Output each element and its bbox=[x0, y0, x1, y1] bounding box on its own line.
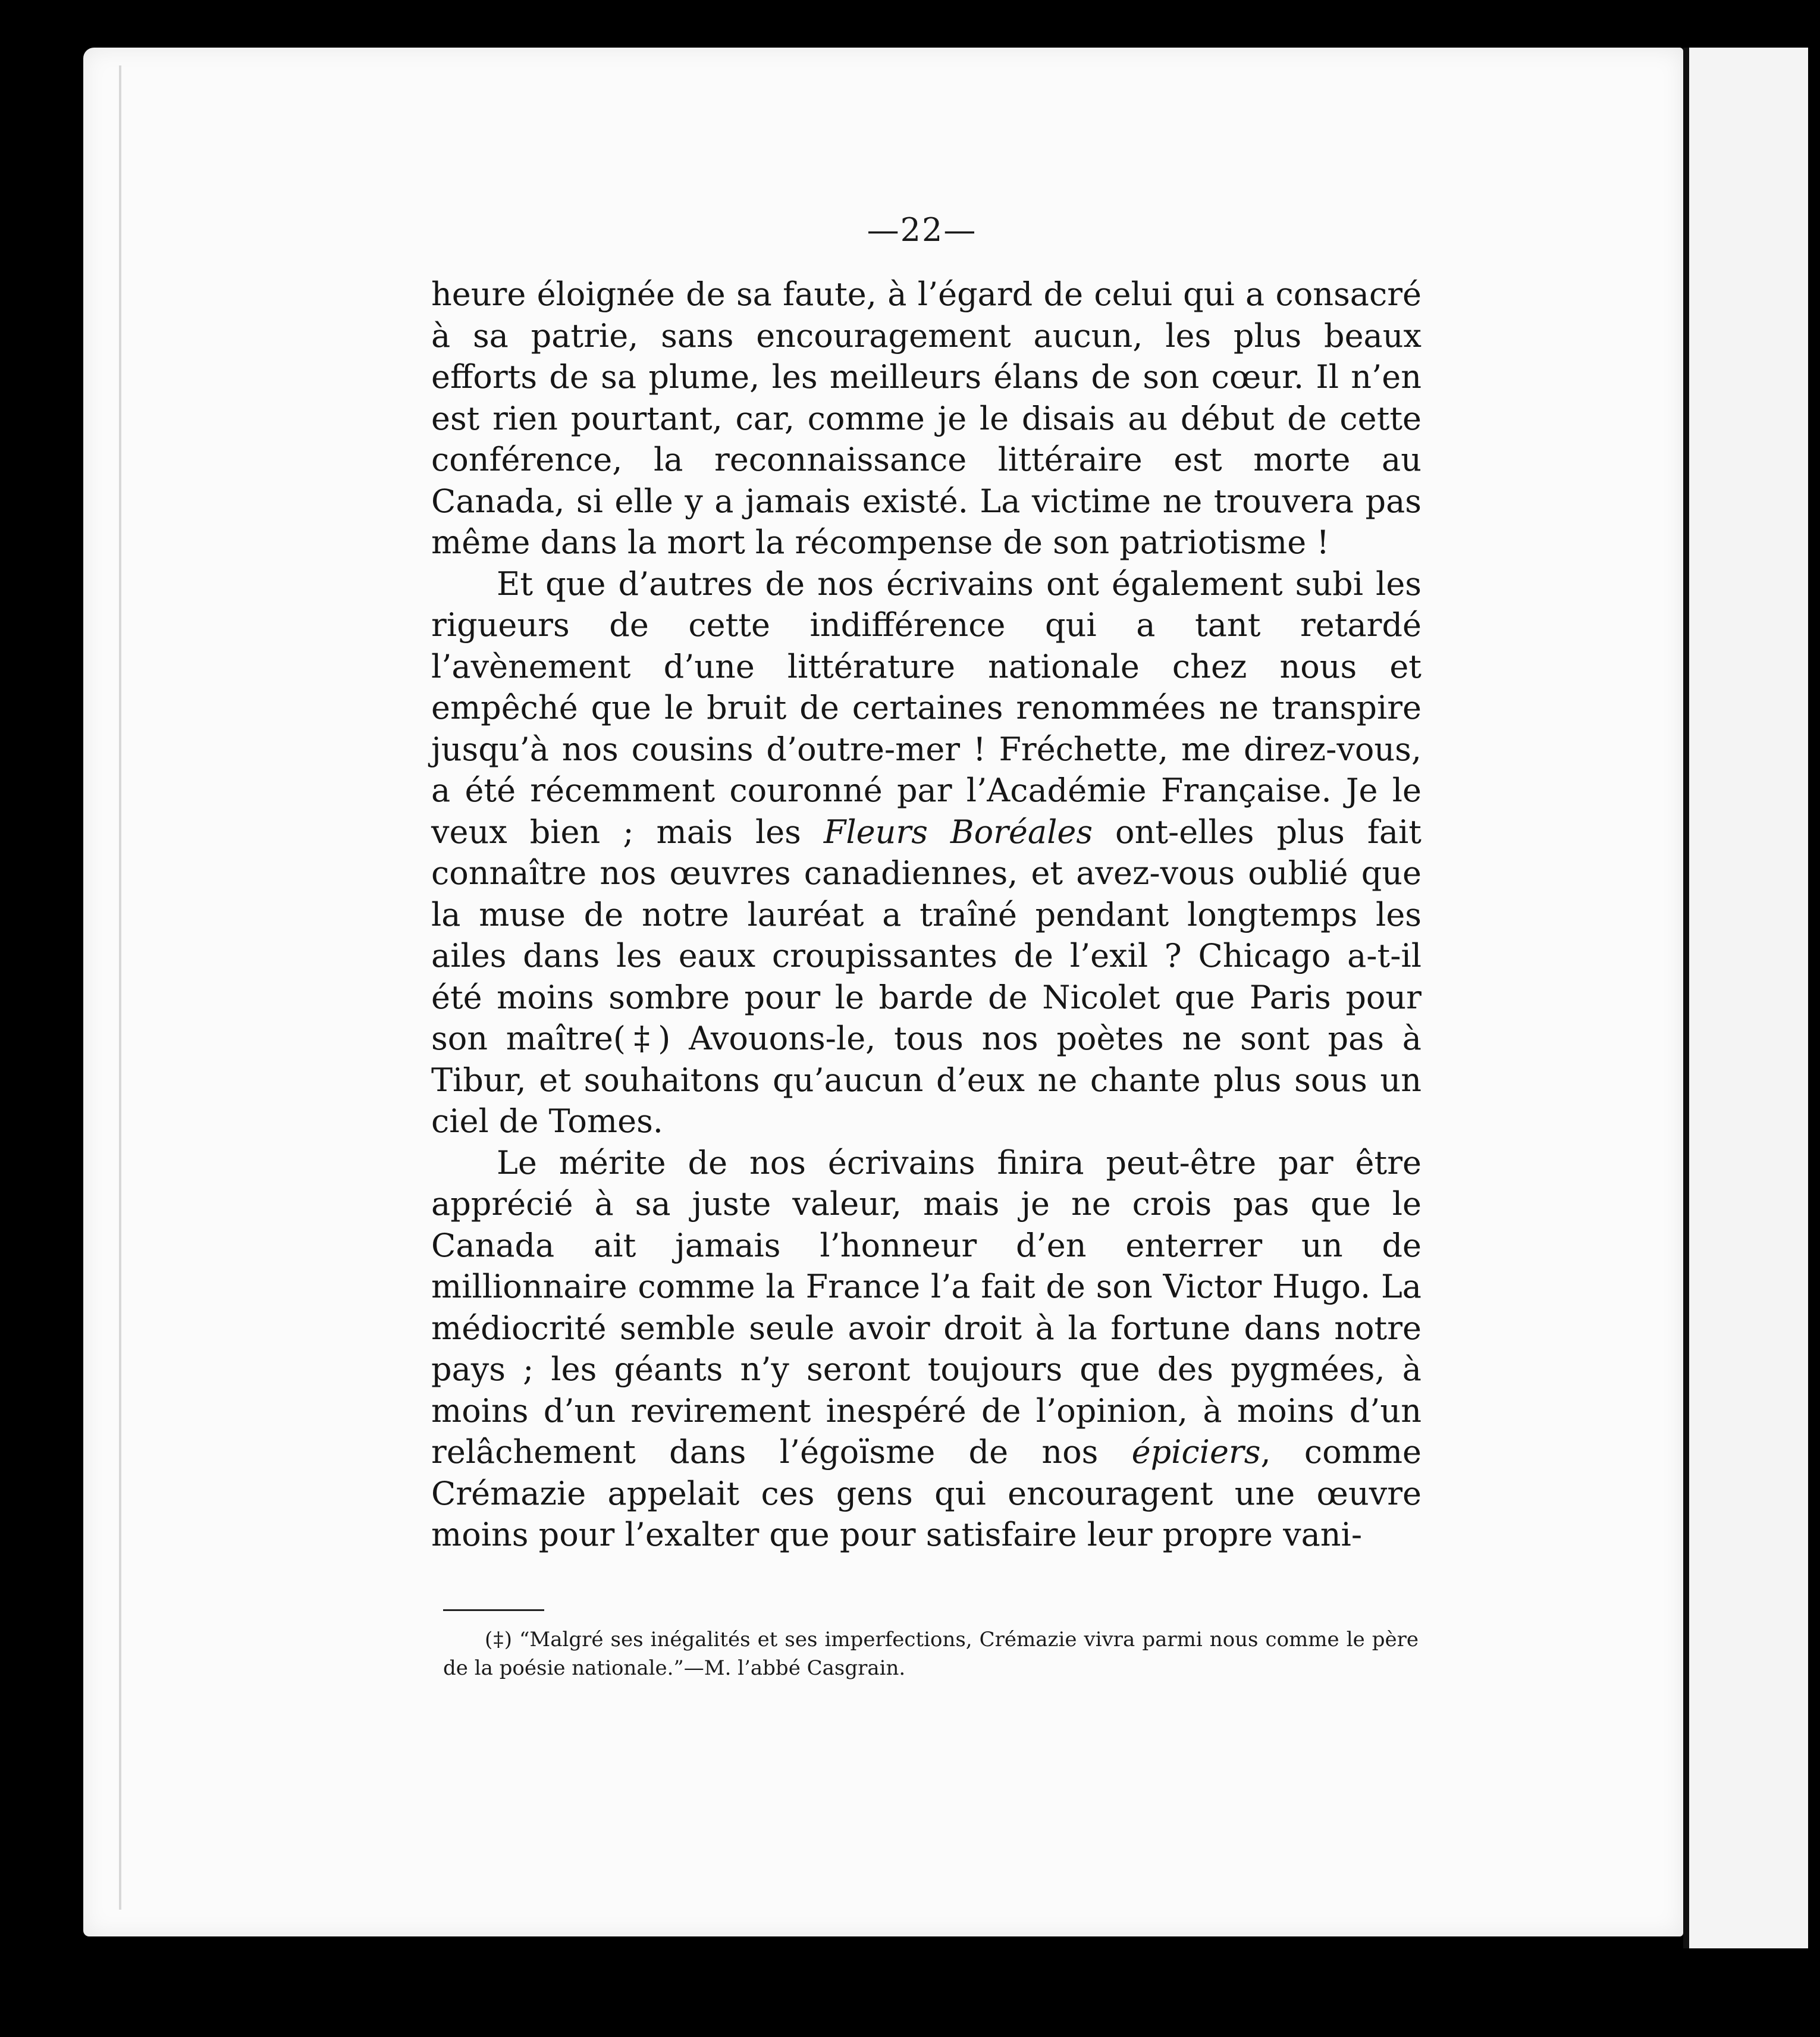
paragraph-3-text-b: , comme Crémazie appelait ces gens qui encouragent une œuvre moins pour l’exalter que pour satisfaire leur propre vani- bbox=[431, 1433, 1422, 1553]
body-text bbox=[431, 274, 1422, 1556]
paragraph-3 bbox=[431, 1142, 1422, 1556]
page-number: —22— bbox=[867, 211, 977, 249]
page-edge bbox=[119, 65, 121, 1910]
footnote-text: (‡) “Malgré ses inégalités et ses imperfections, Crémazie vivra parmi nous comme le père de la poésie nationale.”—M. l’abbé Casgrain. bbox=[443, 1628, 1419, 1680]
facing-page-edge bbox=[1683, 48, 1808, 1948]
footnote bbox=[443, 1625, 1419, 1682]
italic-title-fleurs-boreales: Fleurs Boréales bbox=[823, 813, 1093, 851]
paragraph-2-text-b: ont-elles plus fait connaître nos œuvres canadiennes, et avez-vous oublié que la muse de notre lauréat a traîné pendant longtemps les ailes dans les eaux croupissantes de l’exil ? Chicago a-t-il été moins sombre pour le barde de Nicolet que Paris pour son maître(‡) Avouons-le, tous nos poètes ne sont pas à Tibur, et souhaitons qu’aucun d’eux ne chante plus sous un ciel de Tomes. bbox=[431, 813, 1422, 1140]
paragraph-1-text: heure éloignée de sa faute, à l’égard de celui qui a consacré à sa patrie, sans encouragement aucun, les plus beaux efforts de sa plume, les meilleurs élans de son cœur. Il n’en est rien pourtant, car, comme je le disais au début de cette conférence, la reconnaissance littéraire est morte au Canada, si elle y a jamais existé. La victime ne trouvera pas même dans la mort la récompense de son patriotisme ! bbox=[431, 275, 1422, 561]
paragraph-3-text-a: Le mérite de nos écrivains finira peut-être par être apprécié à sa juste valeur, mais je ne crois pas que le Canada ait jamais l’honneur d’en enterrer un de millionnaire comme la France l’a fait de son Victor Hugo. La médiocrité semble seule avoir droit à la fortune dans notre pays ; les géants n’y seront toujours que des pygmées, à moins d’un revirement inespéré de l’opinion, à moins d’un relâchement dans l’égoïsme de nos bbox=[431, 1143, 1422, 1471]
footnote-rule bbox=[443, 1609, 544, 1611]
paragraph-2 bbox=[431, 563, 1422, 1142]
italic-word-epiciers: épiciers bbox=[1131, 1433, 1261, 1471]
paragraph-2-text-a: Et que d’autres de nos écrivains ont également subi les rigueurs de cette indifférence qui a tant retardé l’avènement d’une littérature nationale chez nous et empêché que le bruit de certaines renommées ne transpire jusqu’à nos cousins d’outre-mer ! Fréchette, me direz-vous, a été récemment couronné par l’Académie Française. Je le veux bien ; mais les bbox=[431, 565, 1422, 851]
paragraph-1 bbox=[431, 274, 1422, 563]
